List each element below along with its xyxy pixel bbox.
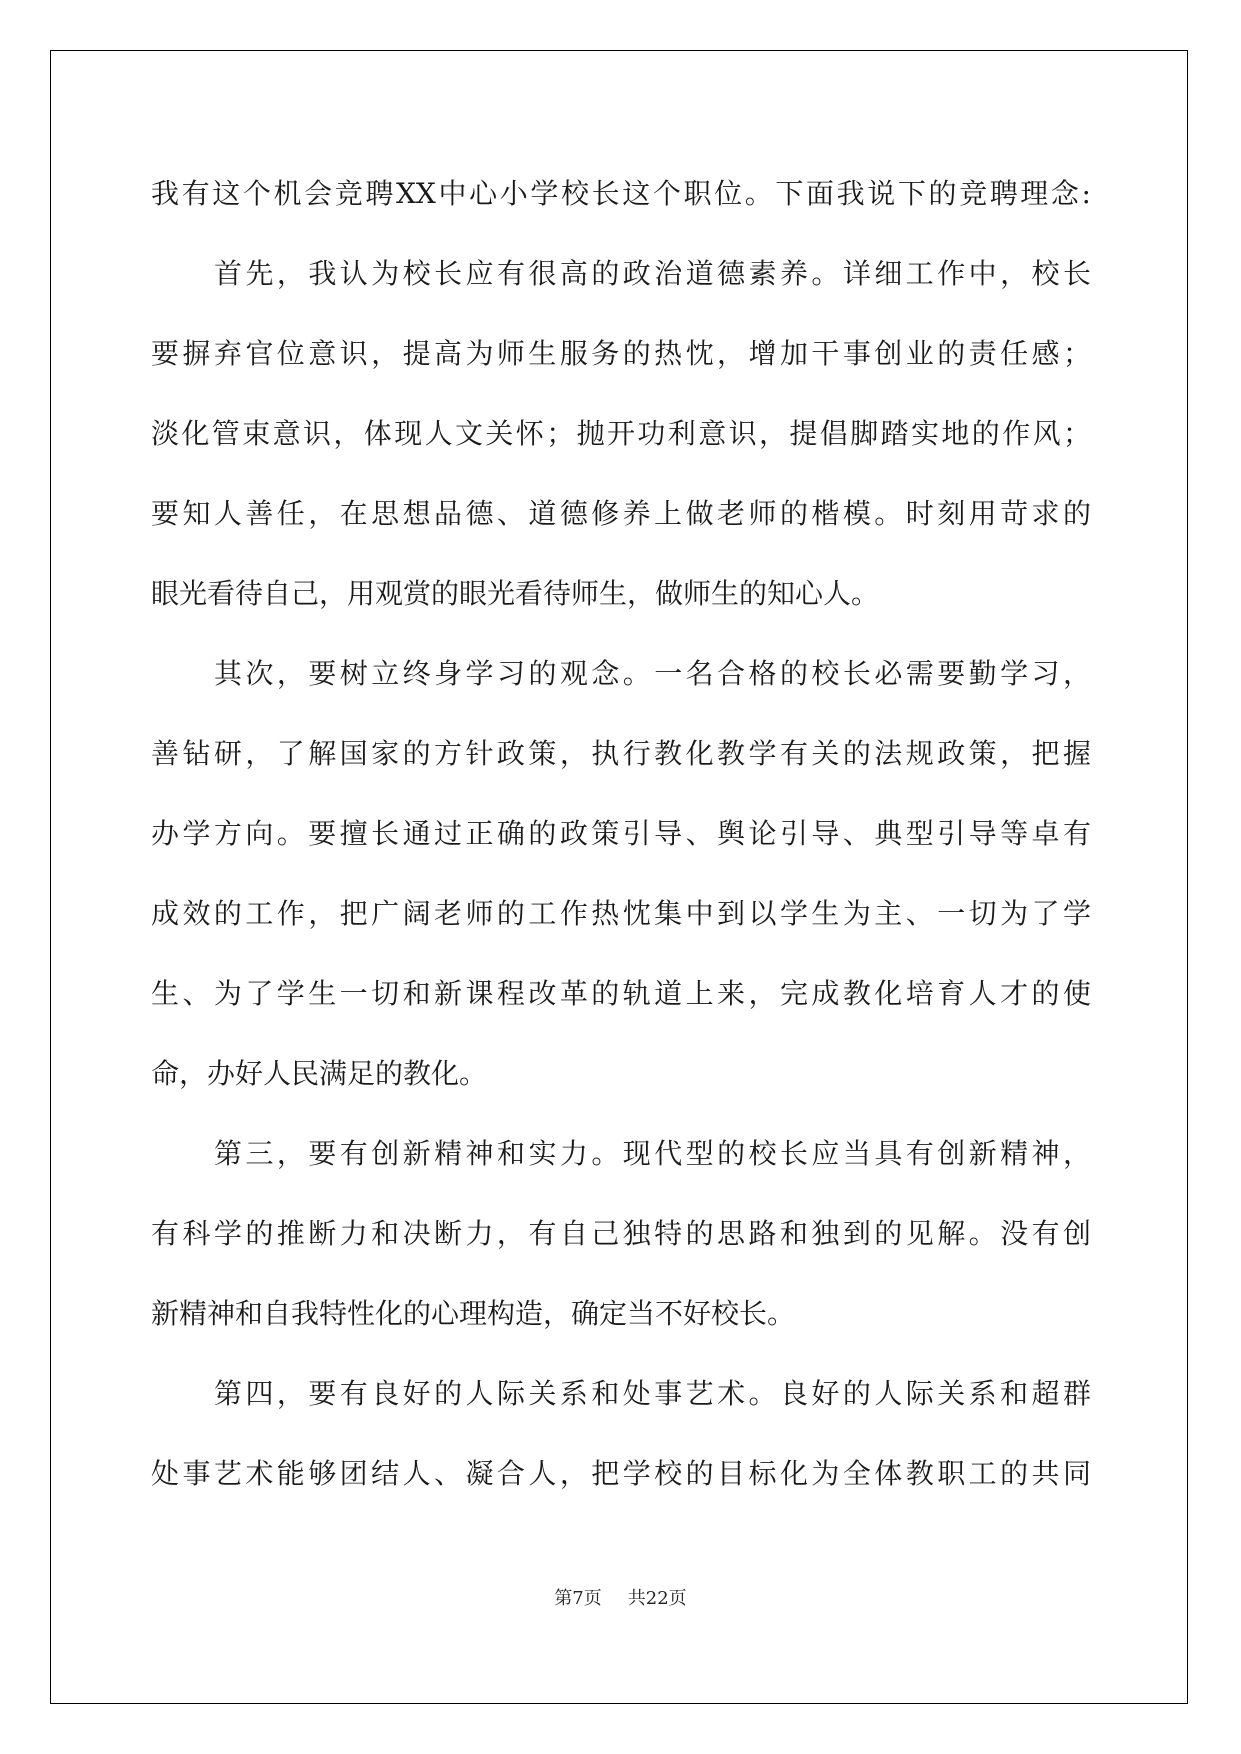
text-line: 办学方向。要擅长通过正确的政策引导、舆论引导、典型引导等卓有 (151, 817, 1091, 850)
text-line: 新精神和自我特性化的心理构造，确定当不好校长。 (151, 1297, 796, 1330)
text-line: 首先，我认为校长应有很高的政治道德素养。详细工作中，校长 (214, 257, 1091, 290)
page-footer (0, 1587, 1241, 1611)
text-line: 第四，要有良好的人际关系和处事艺术。良好的人际关系和超群 (214, 1377, 1091, 1410)
text-line: 其次，要树立终身学习的观念。一名合格的校长必需要勤学习， (214, 657, 1091, 690)
page-total: 共22页 (627, 1588, 687, 1609)
text-line: 我有这个机会竞聘XX中心小学校长这个职位。下面我说下的竞聘理念: (151, 177, 1091, 210)
text-line: 眼光看待自己，用观赏的眼光看待师生，做师生的知心人。 (151, 577, 880, 610)
text-line: 要摒弃官位意识，提高为师生服务的热忱，增加干事创业的责任感； (151, 337, 1091, 370)
text-line: 生、为了学生一切和新课程改革的轨道上来，完成教化培育人才的使 (151, 977, 1091, 1010)
text-line: 命，办好人民满足的教化。 (151, 1057, 488, 1090)
text-line: 要知人善任，在思想品德、道德修养上做老师的楷模。时刻用苛求的 (151, 497, 1091, 530)
text-line: 处事艺术能够团结人、凝合人，把学校的目标化为全体教职工的共同 (151, 1457, 1091, 1490)
text-line: 善钻研，了解国家的方针政策，执行教化教学有关的法规政策，把握 (151, 737, 1091, 770)
document-body (151, 164, 1091, 1524)
page-number: 第7页 (554, 1588, 602, 1609)
text-line: 第三，要有创新精神和实力。现代型的校长应当具有创新精神， (214, 1137, 1091, 1170)
text-line: 成效的工作，把广阔老师的工作热忱集中到以学生为主、一切为了学 (151, 897, 1091, 930)
text-line: 有科学的推断力和决断力，有自己独特的思路和独到的见解。没有创 (151, 1217, 1091, 1250)
text-line: 淡化管束意识，体现人文关怀；抛开功利意识，提倡脚踏实地的作风； (151, 417, 1091, 450)
